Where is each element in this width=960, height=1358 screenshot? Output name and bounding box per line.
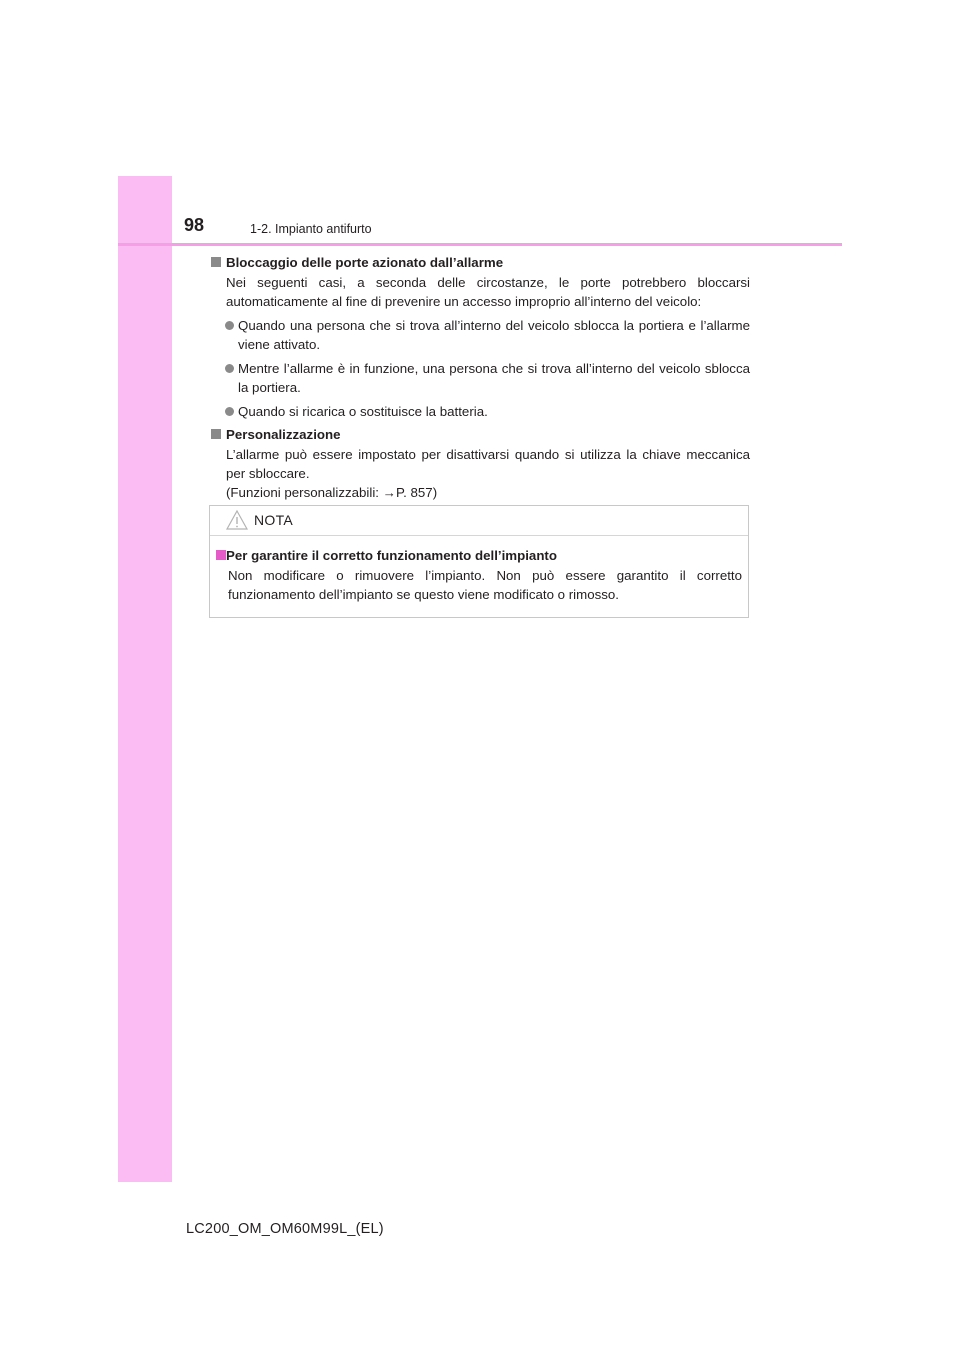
square-bullet-icon	[216, 550, 226, 560]
heading-text: Per garantire il corretto funzionamento dell’impianto	[226, 548, 557, 563]
header-rule	[118, 243, 842, 246]
list-item	[210, 359, 750, 397]
list-item	[210, 402, 750, 421]
section-heading	[210, 253, 750, 272]
note-body	[210, 546, 750, 604]
list-item-text: Mentre l’allarme è in funzione, una persona che si trova all’interno del veicolo sblocca la portiera.	[238, 361, 750, 395]
paragraph: Nei seguenti casi, a seconda delle circostanze, le porte potrebbero bloccarsi automaticamente al fine di prevenire un accesso improprio all’interno del veicolo:	[226, 275, 750, 309]
note-title: NOTA	[254, 512, 294, 528]
list-item-text: Quando una persona che si trova all’interno del veicolo sblocca la portiera e l’allarme viene attivato.	[238, 318, 750, 352]
side-tab-band	[118, 176, 172, 1182]
document-code: LC200_OM_OM60M99L_(EL)	[186, 1221, 384, 1237]
paragraph: L’allarme può essere impostato per disattivarsi quando si utilizza la chiave meccanica per sbloccare.	[226, 447, 750, 481]
round-bullet-icon	[225, 407, 234, 416]
section-heading	[210, 425, 750, 444]
page-number: 98	[184, 215, 205, 235]
warning-triangle-icon	[226, 509, 248, 531]
note-box	[209, 505, 749, 618]
note-header	[210, 506, 748, 536]
note-heading	[210, 546, 750, 565]
heading-text: Personalizzazione	[226, 427, 341, 442]
square-bullet-icon	[211, 429, 221, 439]
list-item-text: Quando si ricarica o sostituisce la batteria.	[238, 404, 488, 419]
note-text: Non modificare o rimuovere l’impianto. Non può essere garantito il corretto funzionamento dell’impianto se questo viene modificato o rimosso.	[228, 568, 742, 602]
square-bullet-icon	[211, 257, 221, 267]
cross-reference: (Funzioni personalizzabili: →P. 857)	[226, 485, 438, 500]
round-bullet-icon	[225, 364, 234, 373]
section-title: 1-2. Impianto antifurto	[250, 222, 372, 236]
list-item	[210, 316, 750, 354]
round-bullet-icon	[225, 321, 234, 330]
main-content	[210, 253, 750, 502]
heading-text: Bloccaggio delle porte azionato dall’allarme	[226, 255, 504, 270]
